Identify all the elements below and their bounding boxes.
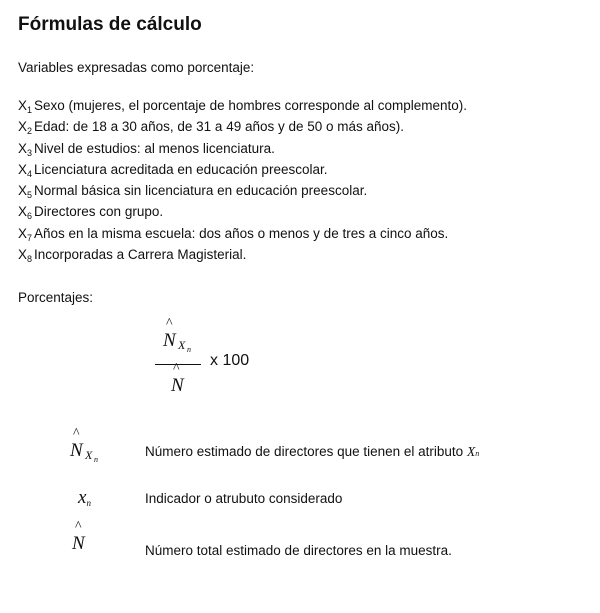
hat-mark: ^ xyxy=(173,361,180,376)
definition-text: Número estimado de directores que tienen el atributo Xn xyxy=(145,444,480,459)
denominator-symbol: N xyxy=(171,375,184,396)
definition-symbol: ^ N xyxy=(72,519,85,554)
variable-item: $X_2$ Edad: de 18 a 30 años, de 31 a 49 años y de 50 o más años). xyxy=(18,119,405,137)
variable-item: $X_8$ Incorporadas a Carrera Magisterial. xyxy=(18,247,247,265)
variable-item: $X_4$ Licenciatura acreditada en educación preescolar. xyxy=(18,161,328,179)
formula-fraction xyxy=(155,316,201,403)
formula-numerator xyxy=(155,316,201,364)
variable-item: $X_7$ Años en la misma escuela: dos años o menos y de tres a cinco años. xyxy=(18,225,449,243)
intro-text: Variables expresadas como porcentaje: xyxy=(18,60,255,75)
formula-denominator xyxy=(155,361,201,403)
variable-list xyxy=(18,96,467,266)
numerator-sub: X xyxy=(178,338,186,352)
variable-item: $X_6$ Directores con grupo. xyxy=(18,204,164,222)
numerator-symbol: N xyxy=(163,330,176,351)
definition-text: Número total estimado de directores en la muestra. xyxy=(145,543,452,558)
variable-item: $X_3$ Nivel de estudios: al menos licenciatura. xyxy=(18,140,275,158)
percent-label: Porcentajes: xyxy=(18,290,94,305)
page-title: Fórmulas de cálculo xyxy=(18,14,202,35)
definition-text: Indicador o atrubuto considerado xyxy=(145,491,343,506)
variable-item: $X_1$ Sexo (mujeres, el porcentaje de hombres corresponde al complemento). xyxy=(18,98,468,115)
variable-item: $X_5$ Normal básica sin licenciatura en educación preescolar. xyxy=(18,183,368,201)
numerator-subsub: n xyxy=(187,345,191,354)
formula-multiplier: x 100 xyxy=(210,352,250,369)
definition-symbol: xn xyxy=(78,487,91,508)
hat-mark: ^ xyxy=(166,316,173,331)
definition-symbol: ^ N X n xyxy=(70,426,98,464)
